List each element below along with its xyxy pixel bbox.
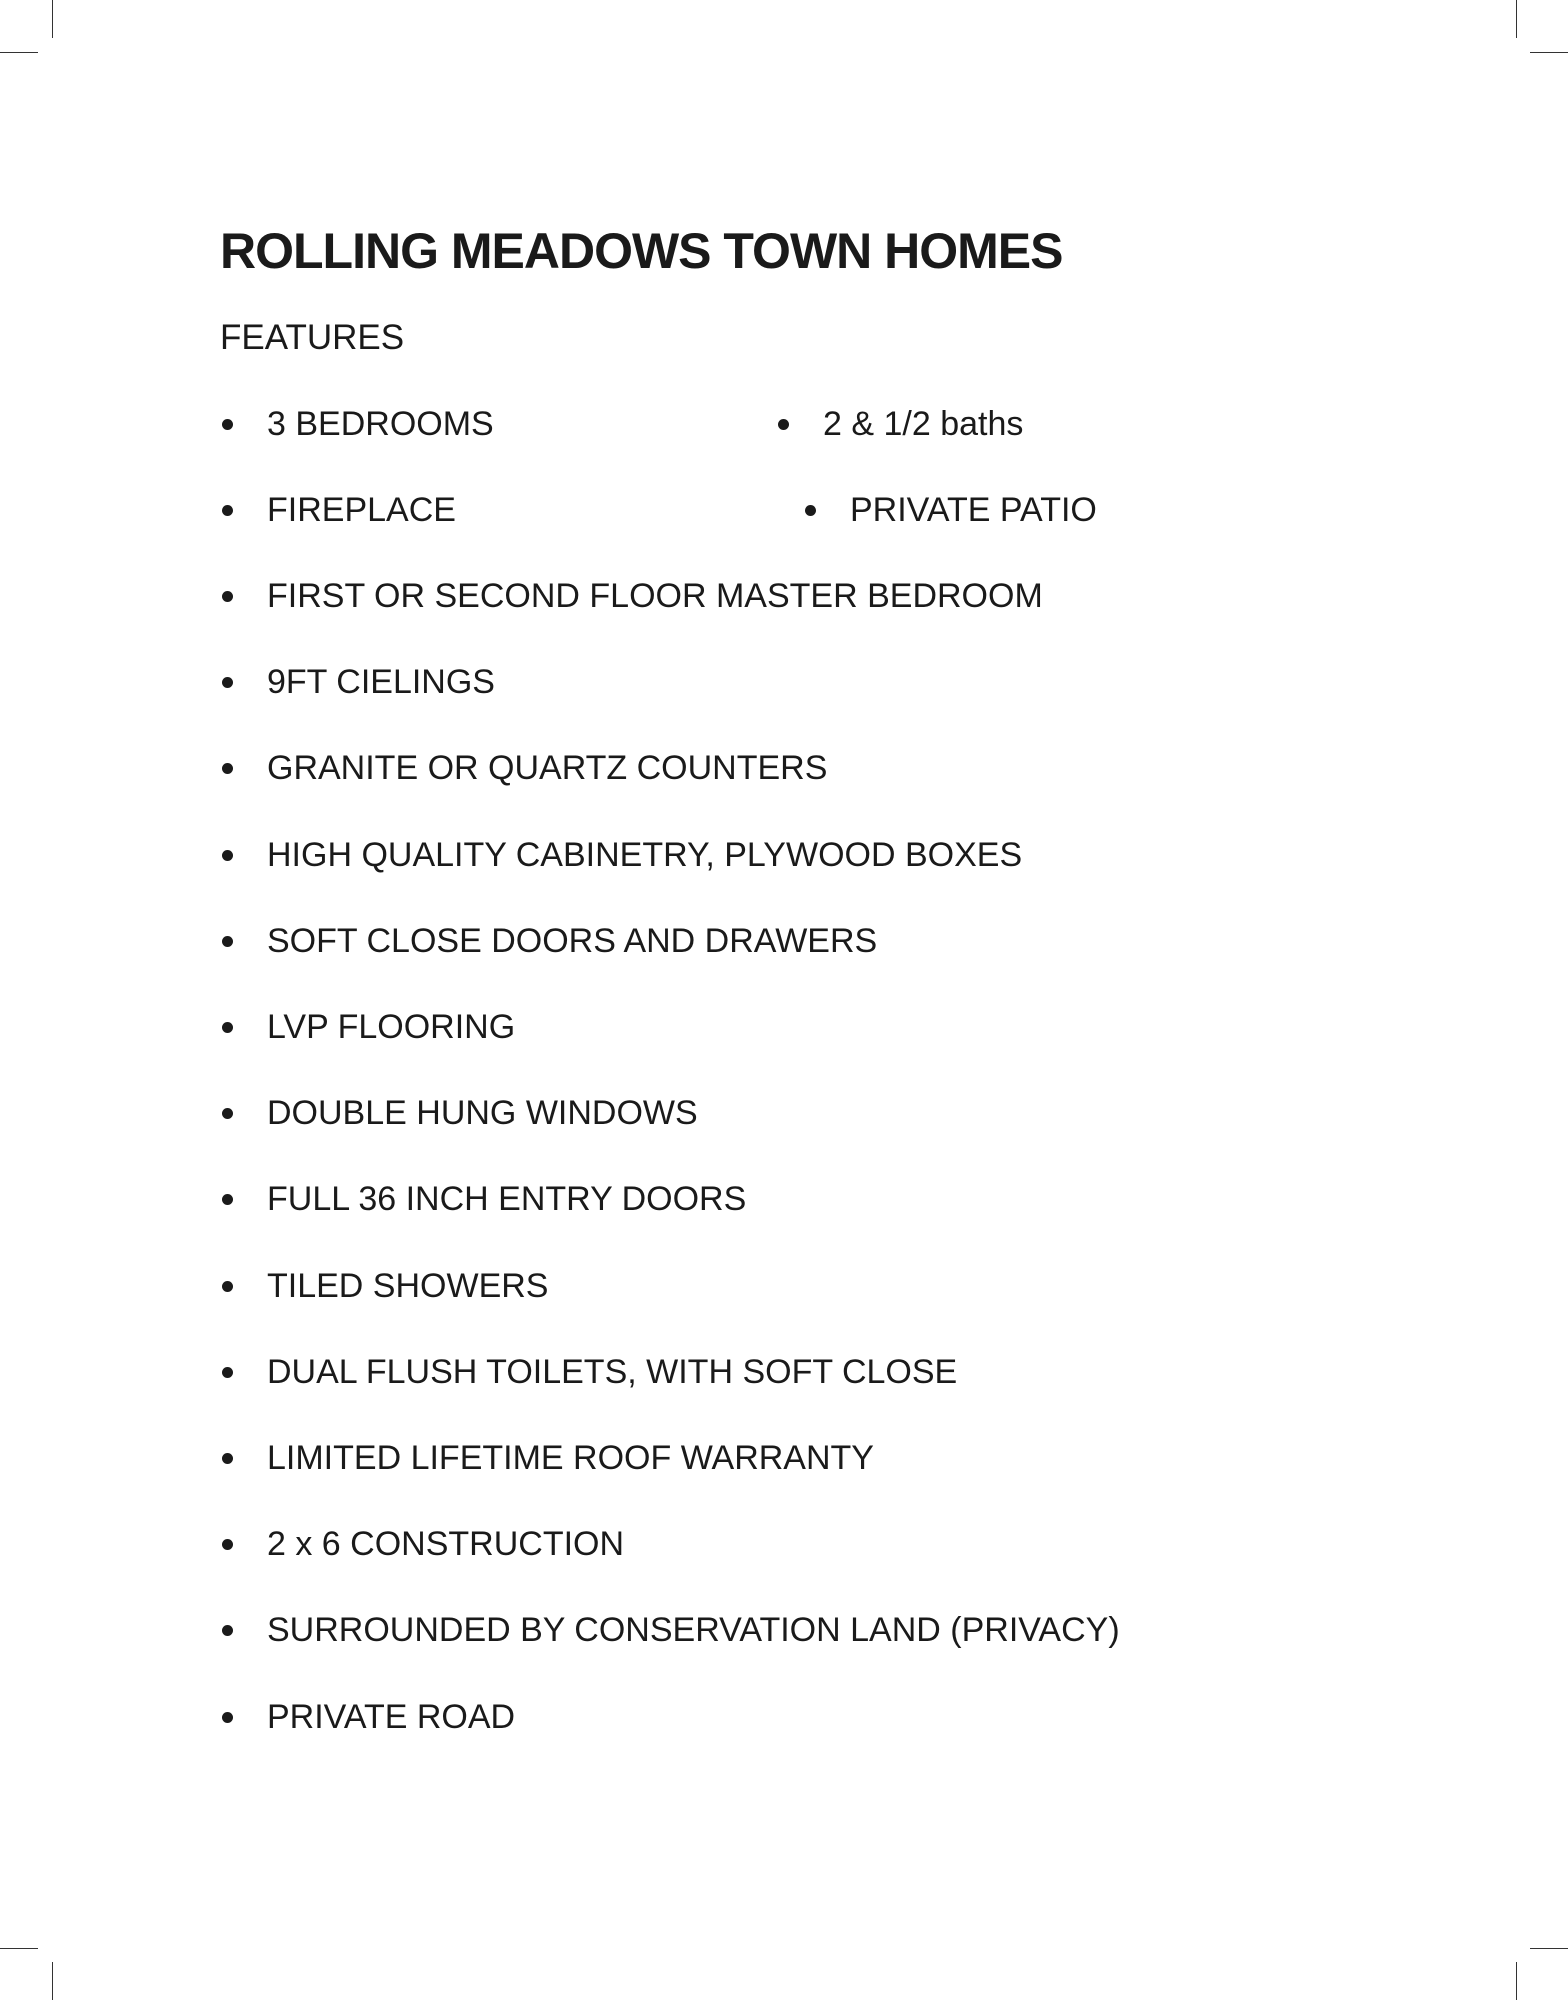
list-item [778,405,1023,444]
bullet-icon [222,1453,233,1464]
list-item [222,836,1022,875]
bullet-icon [805,505,816,516]
bullet-icon [222,1108,233,1119]
bullet-icon [222,419,233,430]
list-item-text: SOFT CLOSE DOORS AND DRAWERS [267,921,878,960]
list-item [222,1439,874,1478]
list-item [222,1008,515,1047]
list-item-text: DOUBLE HUNG WINDOWS [267,1094,698,1133]
list-item [222,577,1043,616]
list-item [222,1267,548,1306]
list-item [222,491,456,530]
bullet-icon [222,1022,233,1033]
bullet-icon [222,505,233,516]
bullet-icon [222,763,233,774]
list-item [805,491,1097,530]
list-item-text: 9FT CIELINGS [267,663,495,702]
crop-mark [1516,1962,1517,2000]
list-item [222,663,495,702]
list-item-text: FIRST OR SECOND FLOOR MASTER BEDROOM [267,577,1043,615]
list-item-text: LVP FLOORING [267,1008,516,1046]
list-item [222,1698,515,1737]
list-item-text: TILED SHOWERS [267,1266,549,1305]
list-item-text: DUAL FLUSH TOILETS, WITH SOFT CLOSE [267,1352,958,1391]
list-item-text: FULL 36 INCH ENTRY DOORS [267,1180,747,1219]
list-item [222,749,827,788]
page-title: ROLLING MEADOWS TOWN HOMES [220,223,1063,279]
bullet-icon [222,677,233,688]
crop-mark [1530,1948,1568,1949]
list-item-text: LIMITED LIFETIME ROOF WARRANTY [267,1439,874,1477]
list-item [222,1525,624,1564]
list-item [222,1180,746,1219]
bullet-icon [222,936,233,947]
bullet-icon [222,591,233,602]
list-item [222,1353,957,1392]
list-item [222,1094,698,1133]
list-item-text: SURROUNDED BY CONSERVATION LAND (PRIVACY) [267,1611,1120,1650]
crop-mark [52,0,53,38]
crop-mark [1516,0,1517,38]
crop-mark [1530,52,1568,53]
crop-mark [0,1948,38,1949]
list-item-text: 2 x 6 CONSTRUCTION [267,1525,625,1564]
list-item [222,405,494,444]
bullet-icon [222,1281,233,1292]
list-item-text: HIGH QUALITY CABINETRY, PLYWOOD BOXES [267,835,1023,874]
list-item-text: FIREPLACE [267,491,456,529]
bullet-icon [222,1194,233,1205]
list-item-text: PRIVATE PATIO [850,491,1097,529]
list-item [222,1611,1120,1650]
list-item-text: 2 & 1/2 baths [823,405,1024,443]
bullet-icon [222,1367,233,1378]
list-item [222,922,877,961]
crop-mark [0,52,38,53]
list-item-text: 3 BEDROOMS [267,405,494,443]
list-item-text: GRANITE OR QUARTZ COUNTERS [267,749,828,788]
bullet-icon [222,1625,233,1636]
crop-mark [52,1962,53,2000]
bullet-icon [222,1712,233,1723]
bullet-icon [222,1539,233,1550]
bullet-icon [778,419,789,430]
bullet-icon [222,850,233,861]
list-item-text: PRIVATE ROAD [267,1697,516,1736]
features-heading: FEATURES [220,318,405,357]
